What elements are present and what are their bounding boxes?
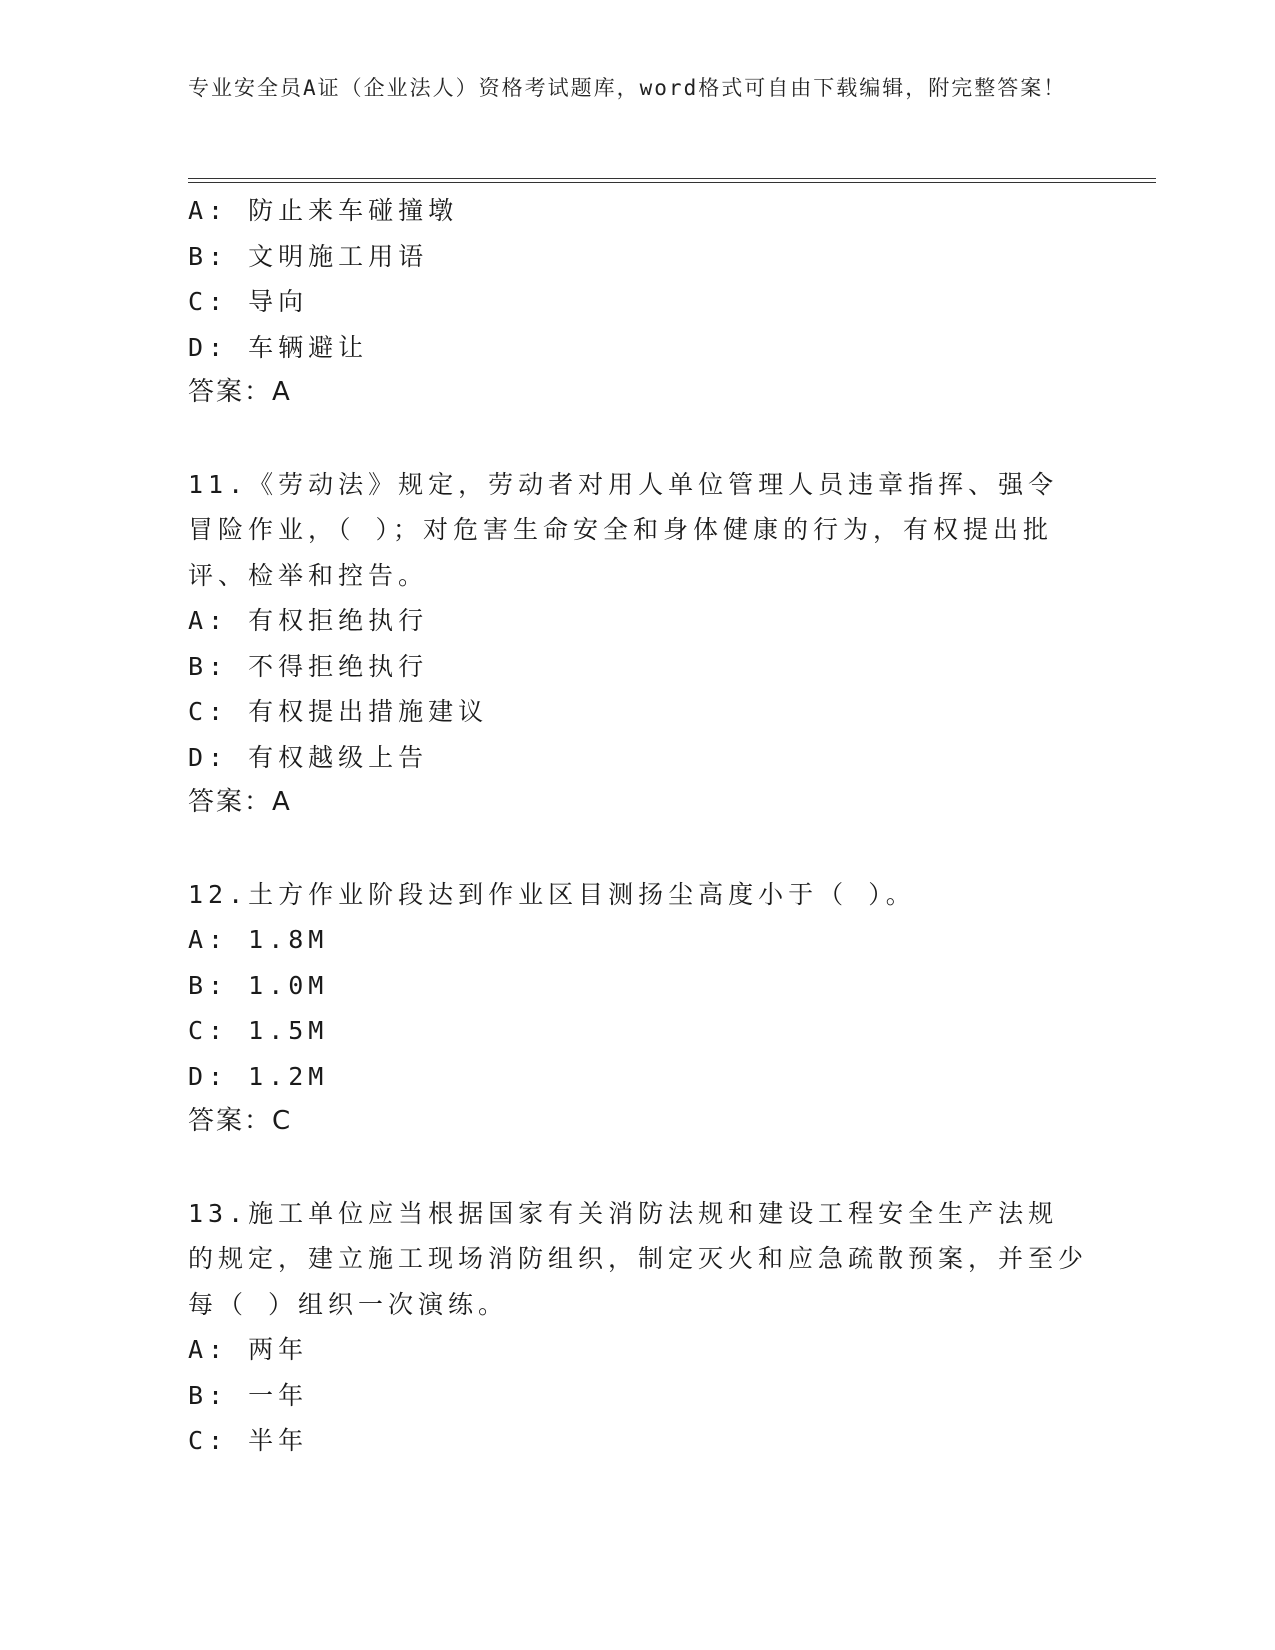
page-header: 专业安全员A证（企业法人）资格考试题库，word格式可自由下载编辑，附完整答案！ — [188, 76, 1067, 100]
question-block — [188, 872, 1088, 1145]
option-c: C: 有权提出措施建议 — [188, 697, 489, 726]
option-c: C: 1.5M — [188, 1016, 329, 1045]
answer-line: 答案：A — [188, 377, 292, 407]
question-block — [188, 462, 1088, 826]
header-double-rule — [188, 178, 1156, 183]
answer-line: 答案：A — [188, 787, 292, 817]
option-b: B: 一年 — [188, 1380, 309, 1410]
option-c: C: 导向 — [188, 287, 309, 316]
option-a: A: 有权拒绝执行 — [188, 606, 429, 635]
option-d: D: 1.2M — [188, 1061, 329, 1091]
answer-line: 答案：C — [188, 1106, 293, 1136]
option-b: B: 文明施工用语 — [188, 241, 429, 271]
option-a: A: 防止来车碰撞墩 — [188, 196, 459, 225]
option-d: D: 有权越级上告 — [188, 742, 429, 772]
question-stem: 13.施工单位应当根据国家有关消防法规和建设工程安全生产法规的规定，建立施工现场消防组织，制定灭火和应急疏散预案，并至少每（ ）组织一次演练。 — [188, 1198, 1089, 1319]
question-block — [188, 1191, 1088, 1464]
question-stem: 12.土方作业阶段达到作业区目测扬尘高度小于（ ）。 — [188, 879, 916, 909]
option-d: D: 车辆避让 — [188, 332, 369, 362]
question-stem: 11.《劳动法》规定，劳动者对用人单位管理人员违章指挥、强令冒险作业，（ ）；对危害生命安全和身体健康的行为，有权提出批评、检举和控告。 — [188, 469, 1059, 590]
option-c: C: 半年 — [188, 1426, 309, 1455]
option-a: A: 两年 — [188, 1335, 309, 1364]
question-list — [188, 188, 1088, 1464]
question-block — [188, 188, 1088, 416]
option-b: B: 1.0M — [188, 970, 329, 1000]
option-a: A: 1.8M — [188, 925, 329, 954]
option-b: B: 不得拒绝执行 — [188, 651, 429, 681]
